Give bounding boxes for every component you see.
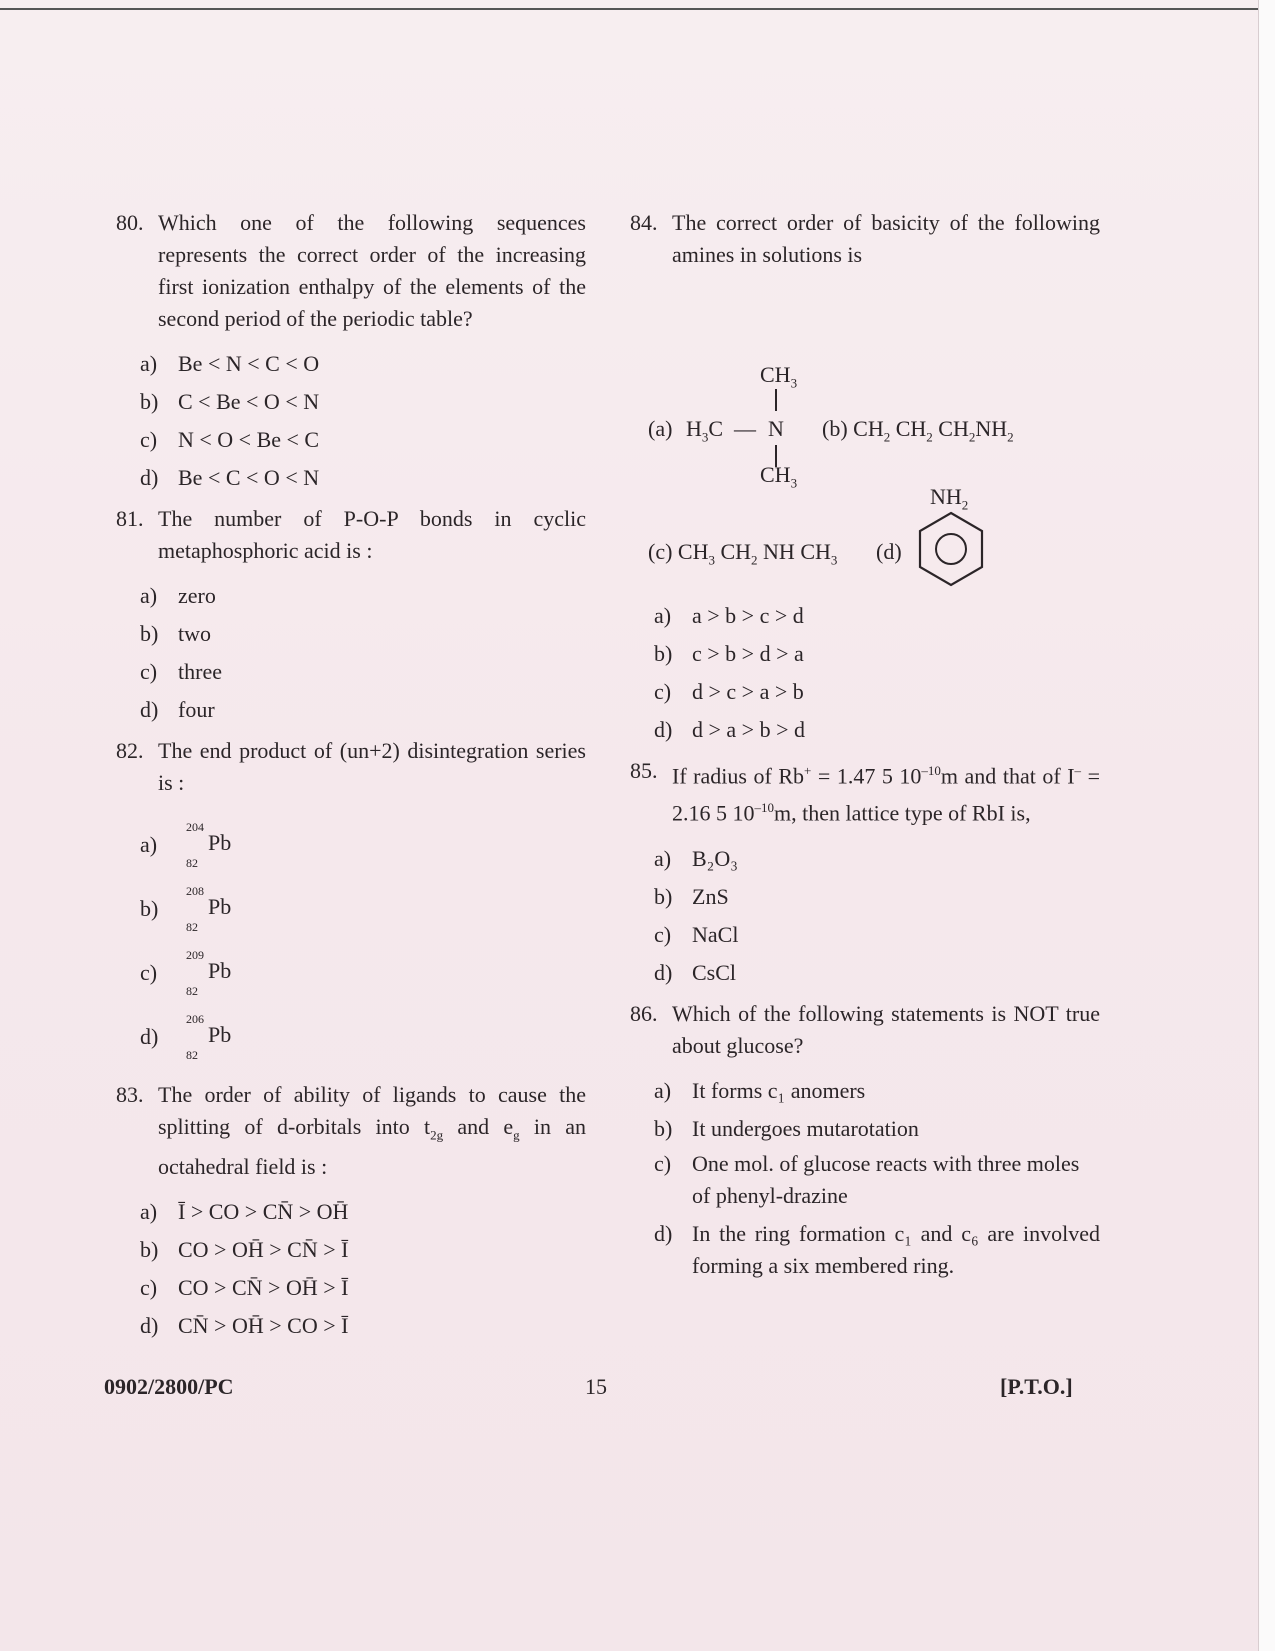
subscript: g (513, 1127, 520, 1143)
options (654, 597, 1100, 749)
option-label: c) (140, 427, 158, 452)
question-number: 84. (630, 210, 658, 235)
question-83 (116, 1079, 586, 1345)
amine-structures (630, 281, 1100, 581)
option-d (654, 1218, 1100, 1282)
option-label: a) (654, 603, 672, 628)
option-label: a) (654, 845, 672, 871)
superscript: –10 (754, 800, 774, 816)
question-text-part: m, then lattice type of RbI is, (774, 800, 1031, 826)
option-text: a > b > c > d (692, 603, 804, 628)
subscript: 3 (790, 475, 798, 491)
option-c (654, 1148, 1100, 1212)
question-text-part: = 2.16 5 10 (672, 763, 1100, 826)
option-a (654, 1072, 1100, 1110)
question-text: The end product of (un+2) disintegration series is : (158, 738, 586, 795)
subscript: 2 (926, 429, 933, 445)
question-text: The correct order of basicity of the following amines in solutions is (672, 210, 1100, 267)
superscript: – (1074, 763, 1082, 778)
option-label: d) (140, 1313, 159, 1339)
struct-b (822, 413, 1014, 453)
question-81 (116, 503, 586, 729)
option-b (140, 1231, 586, 1269)
option-label: b) (140, 896, 159, 921)
option-label: d) (140, 697, 159, 722)
subscript: 3 (701, 429, 709, 445)
option-label: d) (654, 959, 673, 985)
right-column (630, 207, 1100, 1288)
struct-b-text: CH (895, 416, 927, 441)
option-text: zero (178, 583, 216, 608)
question-text (158, 1079, 586, 1183)
option-text: CsCl (692, 959, 737, 985)
question-85 (630, 755, 1100, 992)
option-text: B₂O₃ (692, 845, 738, 871)
option-text: CO > OH̄ > CN̄ > Ī (178, 1237, 349, 1263)
horizontal-bond: — (734, 416, 756, 441)
atomic-number: 82 (186, 920, 198, 934)
option-label: b) (654, 883, 673, 909)
ch3-bottom (760, 459, 797, 499)
option-text: In the ring formation c₁ and c₆ are involved forming a six membered ring. (692, 1220, 1100, 1278)
h3c-group (686, 413, 723, 453)
option-label: b) (140, 621, 159, 646)
option-label: b) (140, 1237, 159, 1263)
option-a (654, 597, 1100, 635)
option-d (140, 691, 586, 729)
option-label: a) (140, 1199, 158, 1225)
vertical-bond-top (775, 389, 777, 411)
option-label: a) (140, 832, 158, 857)
nuclide-numbers (186, 884, 204, 934)
option-text: It undergoes mutarotation (692, 1115, 919, 1141)
option-label: c) (654, 1150, 672, 1176)
element-symbol: Pb (208, 894, 232, 919)
struct-b-text: (b) CH (822, 416, 884, 441)
question-text-part: in an octahedral field is : (158, 1114, 586, 1180)
subscript: 2 (961, 497, 969, 513)
option-a (654, 840, 1100, 878)
option-b (140, 615, 586, 653)
struct-d-label: (d) (876, 539, 902, 564)
option-text: d > a > b > d (692, 717, 805, 742)
mass-number: 204 (186, 820, 204, 834)
option-c (140, 1269, 586, 1307)
question-80 (116, 207, 586, 497)
nuclide-numbers (186, 1012, 204, 1062)
option-text: d > c > a > b (692, 679, 804, 704)
struct-c-label: (c) (648, 539, 673, 564)
question-number: 80. (116, 210, 144, 235)
question-number: 85. (630, 758, 658, 783)
atomic-number: 82 (186, 984, 198, 998)
option-label: d) (140, 465, 159, 490)
option-label: d) (654, 1220, 673, 1246)
superscript: + (804, 763, 812, 778)
question-82 (116, 735, 586, 1069)
option-label: b) (140, 389, 159, 414)
question-84 (630, 207, 1100, 749)
page-edge (1258, 0, 1275, 1651)
subscript: 3 (790, 375, 798, 391)
option-text: four (178, 697, 215, 722)
option-a (140, 1193, 586, 1231)
struct-b-text: CH (938, 416, 969, 441)
nuclide-numbers (186, 948, 204, 998)
superscript: –10 (921, 763, 941, 778)
option-text: Ī > CO > CN̄ > OH̄ (178, 1199, 349, 1225)
element-symbol: Pb (208, 958, 232, 983)
options (140, 577, 586, 729)
top-rule (0, 8, 1275, 10)
question-text: Which one of the following sequences represents the correct order of the increasing first ionization enthalpy of the elements of the second period of the periodic table? (158, 210, 586, 331)
h-text: H (686, 416, 702, 441)
element-symbol: Pb (208, 1022, 232, 1047)
option-text: N < O < Be < C (178, 427, 320, 452)
option-d (654, 711, 1100, 749)
option-d (654, 954, 1100, 992)
option-text: CO > CN̄ > OH̄ > Ī (178, 1275, 349, 1301)
option-text: C < Be < O < N (178, 389, 320, 414)
question-text-part: and e (443, 1114, 514, 1139)
option-c (654, 916, 1100, 954)
option-text: three (178, 659, 222, 684)
option-label: a) (140, 583, 158, 608)
option-c (140, 653, 586, 691)
mass-number: 209 (186, 948, 204, 962)
option-label: a) (654, 1077, 672, 1103)
question-number: 83. (116, 1082, 144, 1107)
option-text: NaCl (692, 921, 739, 947)
question-text: Which of the following statements is NOT true about glucose? (672, 1000, 1100, 1058)
option-text: One mol. of glucose reacts with three moles of phenyl-drazine (692, 1150, 1080, 1208)
ch3-text: CH (760, 462, 791, 487)
options (654, 1072, 1100, 1282)
option-label: c) (140, 659, 158, 684)
nitrogen-atom: N (768, 416, 784, 441)
struct-b-text: NH (975, 416, 1008, 441)
mass-number: 208 (186, 884, 204, 898)
option-c (140, 941, 586, 1005)
subscript: 2 (968, 429, 976, 445)
question-text-part: I (1067, 763, 1075, 789)
question-text-part: = 1.47 5 10 (811, 763, 922, 789)
option-b (654, 635, 1100, 673)
question-86 (630, 998, 1100, 1282)
option-label: c) (654, 679, 672, 704)
options (140, 345, 586, 497)
subscript: 2g (430, 1127, 444, 1143)
option-label: c) (654, 921, 672, 947)
subscript: 2 (1007, 429, 1014, 445)
option-text: two (178, 621, 211, 646)
question-number: 82. (116, 738, 144, 763)
option-text: Be < N < C < O (178, 351, 320, 376)
subscript: 2 (751, 552, 758, 568)
option-b (140, 383, 586, 421)
question-text: The number of P-O-P bonds in cyclic metaphosphoric acid is : (158, 506, 586, 563)
option-b (654, 1110, 1100, 1148)
question-text (672, 755, 1100, 830)
struct-a-label: (a) (648, 416, 673, 441)
option-c (654, 673, 1100, 711)
option-d (140, 1005, 586, 1069)
subscript: 2 (883, 429, 891, 445)
please-turn-over: [P.T.O.] (1000, 1374, 1073, 1399)
question-text-part: If radius of Rb (672, 763, 805, 789)
nh-text: NH (930, 484, 962, 509)
option-c (140, 421, 586, 459)
page-number: 15 (585, 1374, 607, 1399)
option-text: CN̄ > OH̄ > CO > Ī (178, 1313, 349, 1339)
c-text: C (708, 416, 724, 441)
benzene-ring-icon (916, 509, 986, 589)
options (140, 813, 586, 1069)
option-label: c) (140, 960, 158, 985)
options (654, 840, 1100, 992)
left-column (116, 207, 586, 1351)
atomic-number: 82 (186, 856, 198, 870)
option-b (654, 878, 1100, 916)
option-a (140, 813, 586, 877)
question-number: 81. (116, 506, 144, 531)
option-label: c) (140, 1275, 158, 1301)
option-d (140, 459, 586, 497)
option-label: b) (654, 641, 673, 666)
option-text: Be < C < O < N (178, 465, 320, 490)
option-text: ZnS (692, 883, 729, 909)
mass-number: 206 (186, 1012, 204, 1026)
option-label: b) (654, 1115, 673, 1141)
option-b (140, 877, 586, 941)
element-symbol: Pb (208, 830, 232, 855)
option-a (140, 577, 586, 615)
option-label: d) (654, 717, 673, 742)
option-label: d) (140, 1024, 159, 1049)
question-text-part: The order of ability of ligands to cause the splitting of d-orbitals into t (158, 1082, 586, 1139)
paper-code: 0902/2800/PC (104, 1374, 234, 1399)
atomic-number: 82 (186, 1048, 198, 1062)
option-a (140, 345, 586, 383)
question-number: 86. (630, 1000, 658, 1026)
ch3-top (760, 359, 797, 399)
ch3-text: CH (760, 362, 791, 387)
option-label: a) (140, 351, 158, 376)
struct-c: (c) $CH_3$ $CH_2$ NH $CH_3$ (648, 539, 838, 568)
question-text-part: m and that of (940, 763, 1061, 789)
options (140, 1193, 586, 1345)
subscript: 3 (708, 552, 715, 568)
nuclide-numbers (186, 820, 204, 870)
option-text: c > b > d > a (692, 641, 804, 666)
option-d (140, 1307, 586, 1345)
option-text: It forms c₁ anomers (692, 1077, 866, 1103)
subscript: 3 (830, 552, 838, 568)
